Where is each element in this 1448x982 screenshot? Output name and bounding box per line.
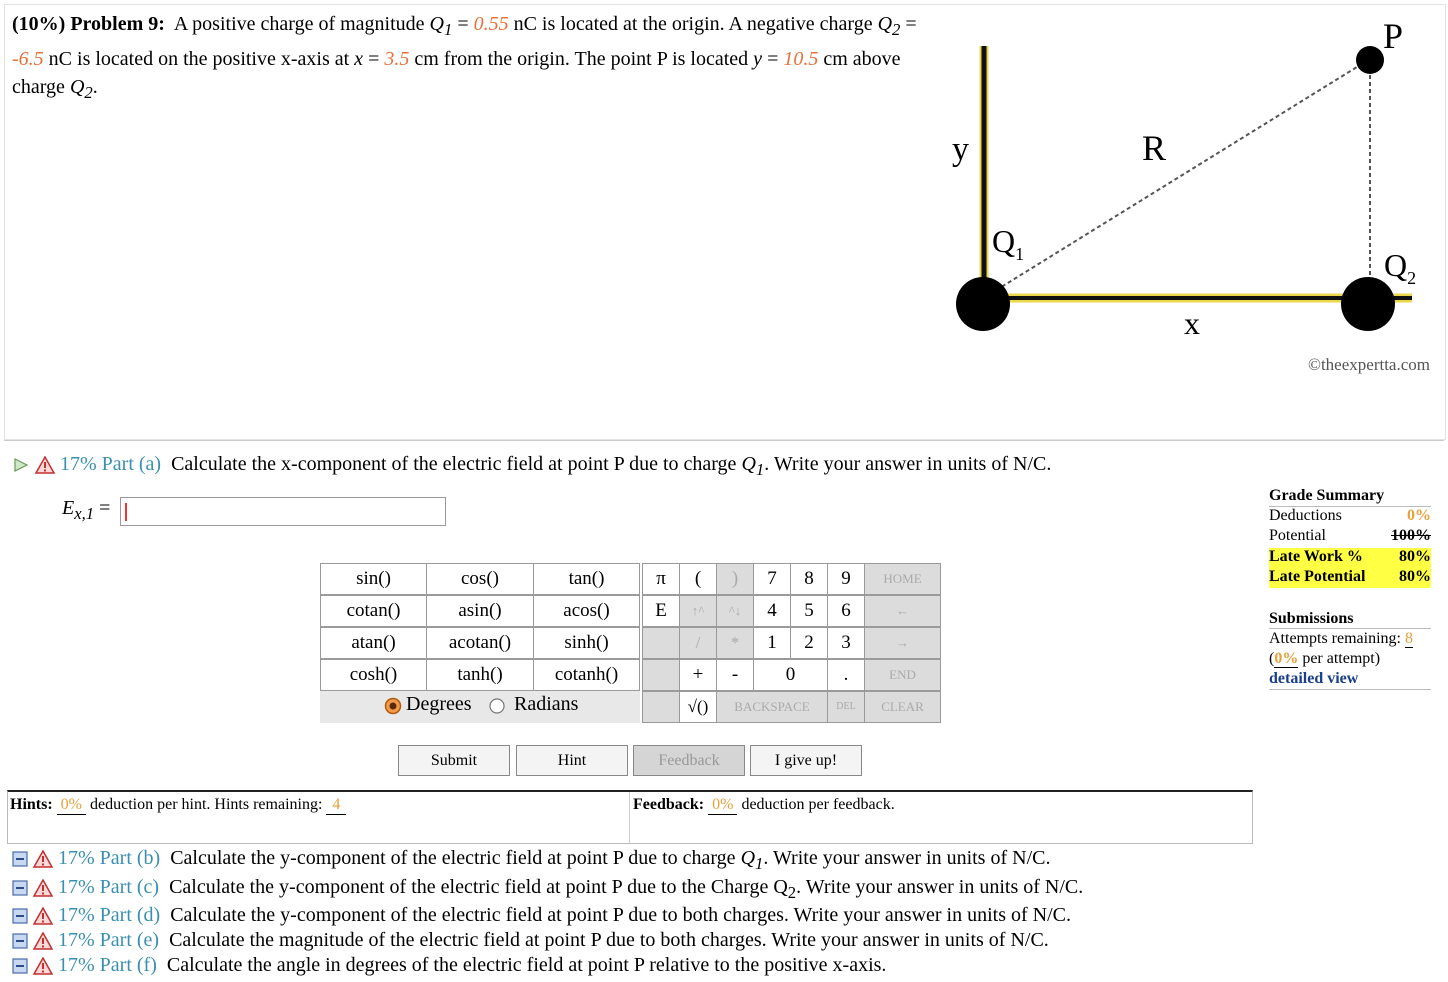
key-minus[interactable]: - — [716, 659, 754, 691]
feedback-text: deduction per feedback. — [741, 796, 895, 813]
key-1[interactable]: 1 — [753, 627, 791, 659]
key-sin[interactable]: sin() — [320, 563, 427, 595]
part-f-pct: 17% Part (f) — [58, 954, 157, 976]
key-acos[interactable]: acos() — [533, 595, 640, 627]
warning-icon — [33, 904, 53, 926]
late-work-value: 80% — [1399, 548, 1431, 565]
part-b-pct: 17% Part (b) — [58, 847, 161, 869]
r-label: R — [1142, 128, 1167, 168]
part-a-header[interactable] — [12, 453, 1051, 480]
degrees-radio[interactable] — [384, 697, 402, 721]
y-symbol: y — [753, 47, 763, 70]
key-down[interactable]: ^↓ — [716, 595, 754, 627]
angle-mode — [320, 691, 640, 723]
problem-label: Problem 9: — [70, 13, 165, 35]
part-d-text: Calculate the y-component of the electric field at point P due to both charges. Write your answer in units of N/C. — [170, 904, 1072, 926]
feedback-pct: 0% — [708, 796, 737, 815]
q2-label — [1384, 247, 1416, 288]
deductions-value: 0% — [1407, 507, 1431, 524]
late-work-row — [1269, 548, 1431, 568]
key-5[interactable]: 5 — [790, 595, 828, 627]
collapse-icon[interactable] — [12, 876, 28, 898]
degrees-label[interactable]: Degrees — [406, 693, 472, 715]
part-c-text: Calculate the y-component of the electric field at point P due to the Charge Q — [169, 876, 788, 898]
warning-icon — [35, 453, 55, 475]
problem-weight: (10%) — [12, 13, 66, 35]
radians-radio[interactable] — [488, 697, 506, 721]
part-c-row[interactable] — [12, 876, 1083, 903]
part-b-row[interactable] — [12, 847, 1050, 874]
eq-sign: = — [905, 13, 917, 35]
q2-sub-2: 2 — [84, 83, 93, 102]
key-9[interactable]: 9 — [827, 563, 865, 595]
submit-button[interactable]: Submit — [398, 745, 510, 776]
potential-label: Potential — [1269, 527, 1326, 544]
key-asin[interactable]: asin() — [426, 595, 534, 627]
grade-title: Grade Summary — [1269, 487, 1431, 507]
give-up-button[interactable]: I give up! — [750, 745, 862, 776]
problem-text-5: cm above charge — [12, 47, 901, 98]
collapse-icon[interactable] — [12, 847, 28, 869]
grade-summary — [1269, 487, 1431, 690]
late-potential-value: 80% — [1399, 568, 1431, 585]
part-e-pct: 17% Part (e) — [58, 929, 160, 951]
r-dashed-line — [990, 62, 1365, 294]
key-cotanh[interactable]: cotanh() — [533, 659, 640, 691]
radians-label[interactable]: Radians — [514, 693, 579, 715]
problem-text-3: nC is located on the positive x-axis at — [48, 47, 350, 70]
key-8[interactable]: 8 — [790, 563, 828, 595]
hints-text: deduction per hint. Hints remaining: — [90, 796, 323, 813]
q1-label — [992, 223, 1024, 264]
hints-remaining: 4 — [326, 796, 346, 815]
part-a-pct: 17% Part (a) — [60, 453, 162, 475]
hints-info — [10, 796, 346, 815]
potential-value: 100% — [1391, 527, 1431, 544]
key-pi[interactable]: π — [642, 563, 680, 595]
answer-sub: x,1 — [74, 504, 95, 523]
q1-value: 0.55 — [473, 13, 509, 35]
problem-statement — [12, 10, 932, 108]
key-rparen[interactable]: ) — [716, 563, 754, 595]
key-blank-1 — [642, 627, 680, 659]
key-backspace[interactable]: BACKSPACE — [716, 691, 828, 723]
per-attempt-row — [1269, 649, 1431, 669]
key-2[interactable]: 2 — [790, 627, 828, 659]
q2-value: -6.5 — [12, 47, 44, 70]
key-7[interactable]: 7 — [753, 563, 791, 595]
part-f-row[interactable] — [12, 954, 886, 977]
per-open: ( — [1269, 650, 1275, 667]
charge-diagram — [940, 8, 1440, 380]
q1-symbol: Q — [429, 13, 444, 35]
period: . — [92, 76, 98, 98]
potential-row — [1269, 527, 1431, 548]
eq-sign: = — [457, 13, 469, 35]
part-d-row[interactable] — [12, 904, 1071, 927]
late-work-label: Late Work % — [1269, 548, 1363, 565]
collapse-icon[interactable] — [12, 954, 28, 976]
part-b-tail: . Write your answer in units of N/C. — [763, 847, 1051, 869]
key-tanh[interactable]: tanh() — [426, 659, 534, 691]
warning-icon — [33, 847, 53, 869]
play-icon[interactable] — [12, 453, 30, 475]
problem-text-1: A positive charge of magnitude — [173, 13, 425, 35]
key-tan[interactable]: tan() — [533, 563, 640, 595]
answer-input[interactable] — [120, 497, 446, 526]
feedback-button[interactable]: Feedback — [633, 745, 745, 776]
attempts-row — [1269, 629, 1431, 649]
answer-eq: = — [99, 497, 111, 519]
eq-sign: = — [767, 47, 779, 70]
part-a-text: Calculate the x-component of the electric field at point P due to charge — [171, 453, 737, 475]
y-value: 10.5 — [783, 47, 819, 70]
per-attempt-value: 0% — [1274, 650, 1299, 667]
x-label: x — [1184, 305, 1200, 341]
part-a-sym: Q — [741, 453, 756, 475]
hints-pct: 0% — [60, 796, 82, 813]
part-c-sub: 2 — [787, 883, 797, 902]
attempts-label: Attempts remaining: — [1269, 630, 1401, 647]
x-value: 3.5 — [384, 47, 410, 70]
collapse-icon[interactable] — [12, 904, 28, 926]
warning-icon — [33, 954, 53, 976]
key-sinh[interactable]: sinh() — [533, 627, 640, 659]
late-potential-label: Late Potential — [1269, 568, 1366, 585]
q2-symbol: Q — [877, 13, 893, 35]
key-up[interactable]: ↑^ — [679, 595, 717, 627]
part-c-pct: 17% Part (c) — [58, 876, 160, 898]
key-plus[interactable]: + — [679, 659, 717, 691]
key-blank-2 — [642, 659, 680, 691]
eq-sign: = — [368, 47, 380, 70]
part-c-tail: . Write your answer in units of N/C. — [796, 876, 1084, 898]
q2-label-main: Q — [1384, 247, 1408, 283]
key-6[interactable]: 6 — [827, 595, 865, 627]
key-acotan[interactable]: acotan() — [426, 627, 534, 659]
part-e-row[interactable] — [12, 929, 1049, 952]
q1-label-main: Q — [992, 223, 1016, 259]
key-dot[interactable]: . — [827, 659, 865, 691]
key-right[interactable]: → — [864, 627, 941, 659]
key-left[interactable]: ← — [864, 595, 941, 627]
late-highlight — [1269, 548, 1431, 588]
key-sqrt[interactable]: √() — [679, 691, 717, 723]
feedback-label: Feedback: — [633, 796, 705, 813]
part-f-text: Calculate the angle in degrees of the electric field at point P relative to the positive x-axis. — [166, 954, 887, 976]
q2-symbol-2: Q — [69, 76, 85, 98]
attempts-value: 8 — [1404, 630, 1413, 647]
q1-charge — [956, 277, 1010, 331]
y-label: y — [952, 131, 969, 168]
late-potential-row — [1269, 568, 1431, 588]
submissions-title: Submissions — [1269, 610, 1431, 629]
problem-text-4: cm from the origin. The point P is located — [414, 47, 749, 70]
key-4[interactable]: 4 — [753, 595, 791, 627]
part-b-text: Calculate the y-component of the electric field at point P due to charge — [170, 847, 736, 869]
hints-label: Hints: — [10, 796, 53, 813]
q2-label-sub: 2 — [1407, 268, 1417, 288]
part-b-sym: Q — [740, 847, 756, 869]
warning-icon — [33, 929, 53, 951]
key-home[interactable]: HOME — [864, 563, 941, 595]
key-clear[interactable]: CLEAR — [864, 691, 941, 723]
warning-icon — [33, 876, 53, 898]
key-del[interactable]: DEL — [827, 691, 865, 723]
text-caret — [125, 503, 127, 521]
per-attempt-text: per attempt) — [1302, 650, 1381, 667]
feedback-info — [633, 796, 895, 815]
key-3[interactable]: 3 — [827, 627, 865, 659]
x-symbol: x — [354, 47, 364, 70]
q1-sub: 1 — [443, 20, 453, 39]
collapse-icon[interactable] — [12, 929, 28, 951]
q1-label-sub: 1 — [1015, 244, 1025, 264]
key-e[interactable]: E — [642, 595, 680, 627]
problem-text-2: nC is located at the origin. A negative charge — [513, 13, 873, 35]
hint-button[interactable]: Hint — [516, 745, 628, 776]
q2-charge — [1341, 277, 1395, 331]
divider — [4, 440, 1444, 441]
key-end[interactable]: END — [864, 659, 941, 691]
detailed-view-link[interactable]: detailed view — [1269, 669, 1431, 690]
part-b-sub: 1 — [755, 854, 764, 873]
key-cotan[interactable]: cotan() — [320, 595, 427, 627]
key-cos[interactable]: cos() — [426, 563, 534, 595]
key-cosh[interactable]: cosh() — [320, 659, 427, 691]
part-a-tail: . Write your answer in units of N/C. — [764, 453, 1052, 475]
part-a-sub: 1 — [755, 460, 765, 479]
hint-divider — [629, 792, 630, 844]
key-slash[interactable]: / — [679, 627, 717, 659]
key-atan[interactable]: atan() — [320, 627, 427, 659]
part-e-text: Calculate the magnitude of the electric field at point P due to both charges. Write your answer in units of N/C. — [169, 929, 1049, 951]
part-d-pct: 17% Part (d) — [58, 904, 161, 926]
answer-label — [62, 497, 110, 524]
deductions-label: Deductions — [1269, 507, 1342, 524]
q2-sub: 2 — [892, 20, 901, 39]
point-p — [1356, 46, 1384, 74]
key-star[interactable]: * — [716, 627, 754, 659]
key-lparen[interactable]: ( — [679, 563, 717, 595]
deductions-row — [1269, 507, 1431, 527]
answer-e: E — [62, 497, 75, 519]
p-label: P — [1383, 16, 1404, 56]
key-0[interactable]: 0 — [753, 659, 828, 691]
copyright-text: ©theexpertta.com — [1308, 355, 1430, 374]
key-blank-3 — [642, 691, 680, 723]
